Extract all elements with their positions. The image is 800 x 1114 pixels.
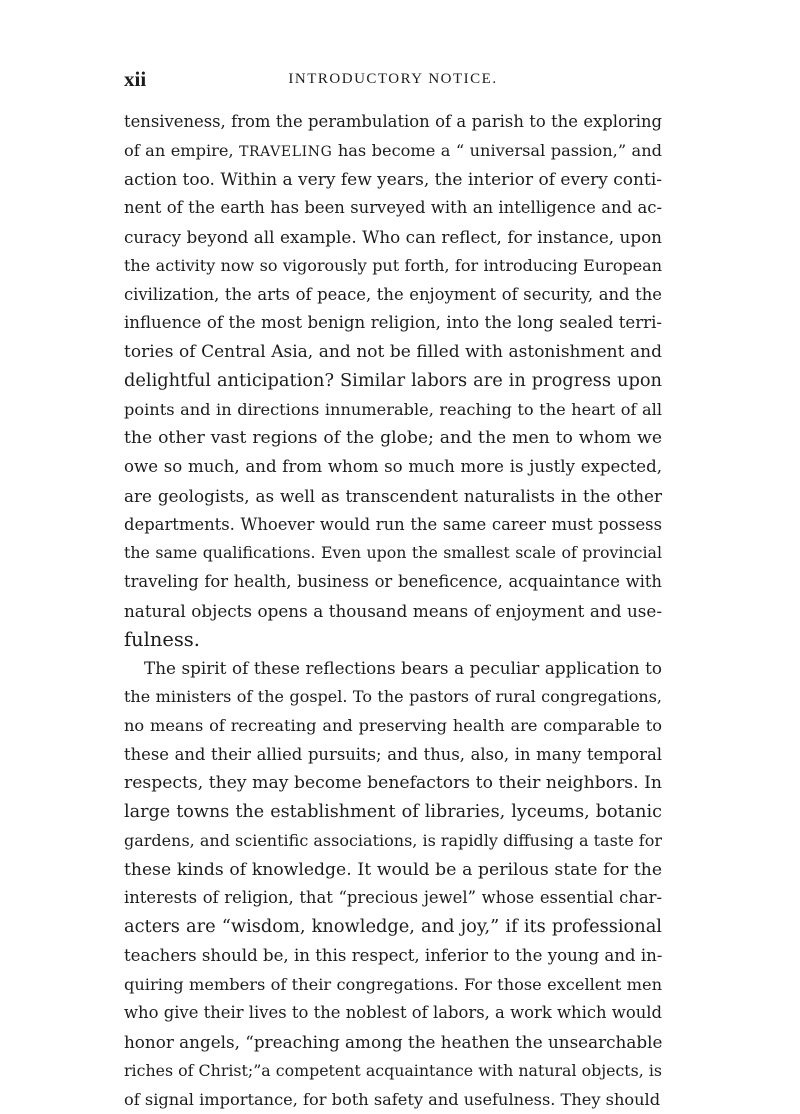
text-segment: civilization, the arts of peace, the enjoyment of security, and the [124, 285, 662, 304]
text-segment: quiring members of their congregations. For those excellent men [124, 975, 662, 994]
text-line [124, 683, 662, 712]
text-segment: of an empire, [124, 141, 239, 160]
text-segment: points and in directions innumerable, reaching to the heart of all [124, 400, 662, 419]
text-line [124, 654, 662, 683]
text-segment: are geologists, as well as transcendent naturalists in the other [124, 486, 662, 506]
text-line [124, 482, 662, 511]
text-segment: the activity now so vigorously put forth, for introducing European [124, 256, 662, 275]
body-text [124, 108, 662, 1114]
text-segment: delightful anticipation? Similar labors are in progress upon [124, 370, 662, 391]
text-segment: departments. Whoever would run the same career must possess [124, 515, 662, 534]
text-line [124, 338, 662, 367]
text-segment: these kinds of knowledge. It would be a perilous state for the [124, 860, 662, 880]
text-segment: the ministers of the gospel. To the pastors of rural congregations, [124, 687, 662, 706]
text-segment: tories of Central Asia, and not be filled with astonishment and [124, 342, 662, 362]
text-line [124, 166, 662, 195]
text-line [124, 999, 662, 1028]
text-line [124, 913, 662, 942]
text-line [124, 194, 662, 223]
text-segment: action too. Within a very few years, the interior of every conti- [124, 170, 662, 190]
text-line [124, 884, 662, 913]
text-line [124, 1086, 662, 1114]
text-line [124, 1057, 662, 1086]
text-segment: influence of the most benign religion, into the long sealed terri- [124, 313, 662, 332]
text-segment: owe so much, and from whom so much more is justly expected, [124, 457, 662, 476]
text-segment: no means of recreating and preserving health are comparable to [124, 716, 662, 735]
small-caps-term: TRAVELING [239, 144, 332, 160]
text-segment: riches of Christ;”a competent acquaintance with natural objects, is [124, 1061, 662, 1080]
text-segment: The spirit of these reflections bears a peculiar application to [144, 658, 662, 678]
text-line [124, 798, 662, 827]
text-segment: gardens, and scientific associations, is rapidly diffusing a taste for [124, 831, 662, 850]
text-line [124, 424, 662, 453]
text-line [124, 396, 662, 425]
paragraph [124, 654, 662, 1114]
paragraph [124, 108, 662, 654]
page-number: xii [124, 66, 146, 92]
text-segment: these and their allied pursuits; and thus, also, in many temporal [124, 745, 662, 764]
text-segment: nent of the earth has been surveyed with an intelligence and ac- [124, 198, 662, 217]
text-segment: respects, they may become benefactors to their neighbors. In [124, 773, 662, 793]
text-segment: teachers should be, in this respect, inferior to the young and in- [124, 946, 662, 965]
text-line [124, 511, 662, 540]
text-line [124, 712, 662, 741]
text-segment: natural objects opens a thousand means of enjoyment and use- [124, 601, 662, 621]
text-line [124, 741, 662, 770]
running-title: INTRODUCTORY NOTICE. [124, 69, 662, 89]
text-line [124, 942, 662, 971]
text-segment: interests of religion, that “precious jewel” whose essential char- [124, 888, 662, 907]
text-line [124, 856, 662, 885]
text-line [124, 252, 662, 281]
page-header [124, 66, 662, 92]
text-segment: tensiveness, from the perambulation of a parish to the exploring [124, 112, 662, 131]
text-line [124, 626, 662, 655]
text-segment: has become a “ universal passion,” and [332, 141, 662, 160]
text-segment: of signal importance, for both safety and usefulness. They should [124, 1090, 660, 1109]
text-segment: traveling for health, business or beneficence, acquaintance with [124, 572, 662, 591]
text-segment: large towns the establishment of libraries, lyceums, botanic [124, 802, 662, 822]
text-line [124, 223, 662, 252]
text-segment: honor angels, “preaching among the heathen the unsearchable [124, 1032, 662, 1052]
text-line [124, 309, 662, 338]
text-segment: who give their lives to the noblest of labors, a work which would [124, 1003, 662, 1022]
text-segment: fulness. [124, 628, 200, 651]
text-line [124, 1028, 662, 1057]
text-line [124, 769, 662, 798]
text-line [124, 539, 662, 568]
text-line [124, 971, 662, 1000]
text-segment: acters are “wisdom, knowledge, and joy,” if its professional [124, 916, 662, 937]
text-line [124, 108, 662, 137]
text-line [124, 137, 662, 166]
text-line [124, 367, 662, 396]
text-line [124, 453, 662, 482]
text-segment: the same qualifications. Even upon the smallest scale of provincial [124, 543, 662, 562]
text-line [124, 827, 662, 856]
text-line [124, 281, 662, 310]
text-line [124, 597, 662, 626]
text-segment: curacy beyond all example. Who can reflect, for instance, upon [124, 227, 662, 247]
text-line [124, 568, 662, 597]
text-segment: the other vast regions of the globe; and the men to whom we [124, 428, 662, 448]
